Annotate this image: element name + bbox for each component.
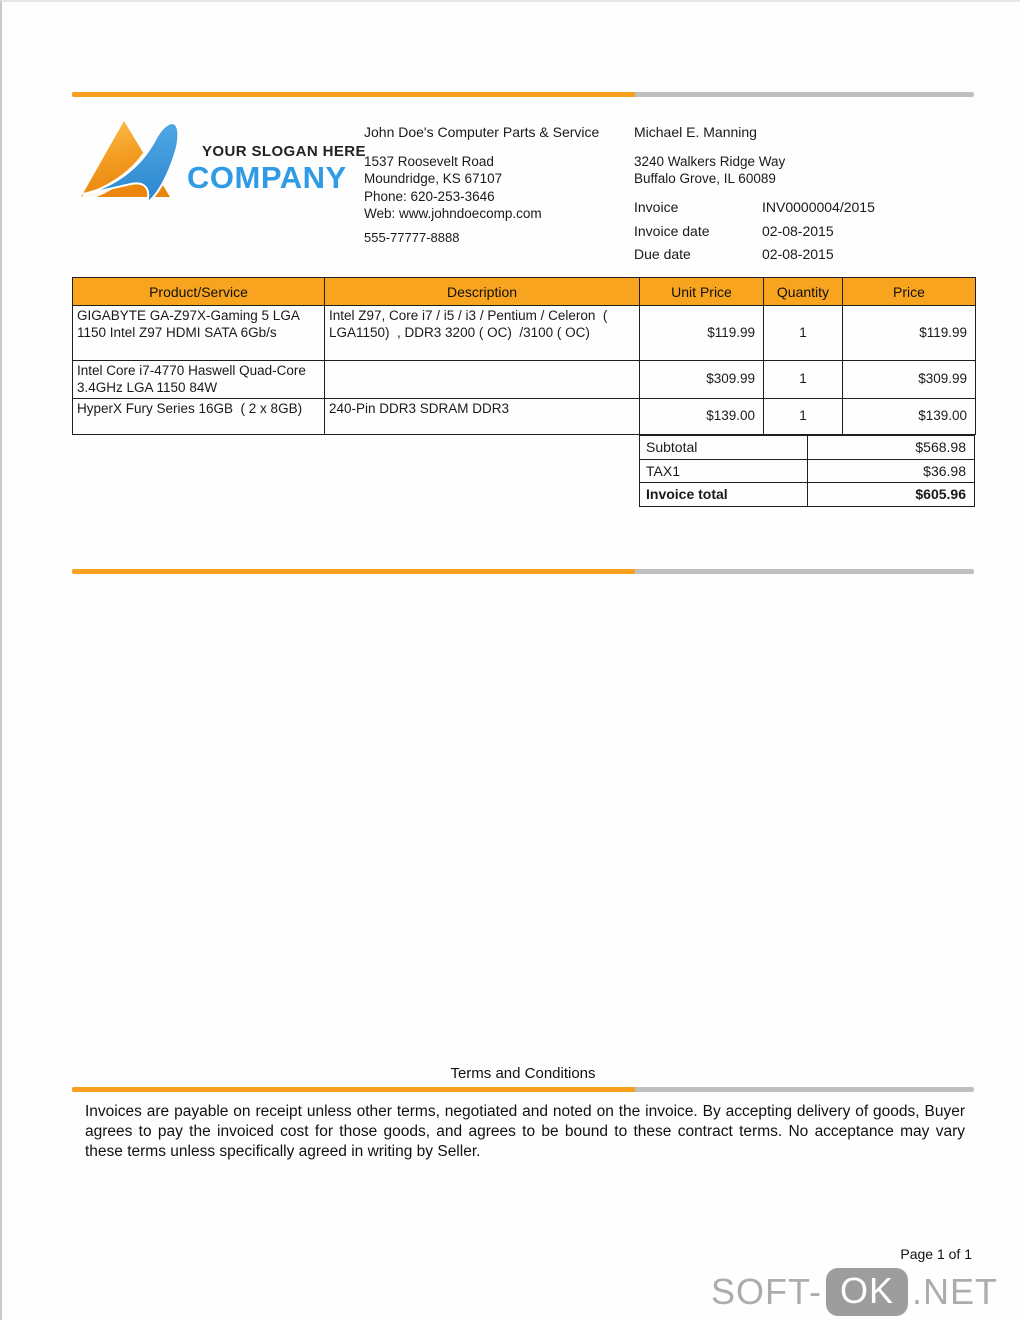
seller-address-line2: Moundridge, KS 67107 [364,171,503,186]
item-price: $119.99 [843,306,976,361]
logo-slogan: YOUR SLOGAN HERE [202,143,366,160]
header-unit-price: Unit Price [640,278,764,306]
divider-orange-segment [72,92,635,97]
divider-gray-segment [635,569,974,574]
table-row [73,399,976,435]
terms-body: Invoices are payable on receipt unless other terms, negotiated and noted on the invoice. By accepting delivery of goods, Buyer agrees to pay the invoiced cost for those goods, and agrees to be bound to these contract terms. No acceptance may vary these terms unless specifically agreed in writing by Seller. [85,1103,965,1160]
divider-orange-segment [72,569,635,574]
divider-gray-segment [635,1087,974,1092]
seller-phone: Phone: 620-253-3646 [364,188,495,204]
items-header-row [73,278,976,306]
logo-company-name: COMPANY [187,160,347,195]
logo-triangle-swoosh-icon [77,110,187,205]
item-unit-price: $139.00 [640,399,764,435]
seller-address-line1: 1537 Roosevelt Road [364,153,494,169]
item-quantity: 1 [764,306,843,361]
invoice-date-label: Invoice date [634,222,710,239]
terms-divider [72,1087,974,1092]
watermark-suffix: .NET [911,1271,998,1312]
due-date-label: Due date [634,246,691,262]
due-date-value: 02-08-2015 [762,246,834,262]
divider-gray-segment [635,92,974,97]
seller-name: John Doe's Computer Parts & Service [364,124,600,140]
item-description: 240-Pin DDR3 SDRAM DDR3 [325,399,640,435]
item-product: GIGABYTE GA-Z97X-Gaming 5 LGA 1150 Intel Z97 HDMI SATA 6Gb/s [73,306,325,361]
subtotal-label: Subtotal [640,436,808,460]
table-row [73,361,976,399]
invoice-date-row [634,223,974,247]
item-quantity: 1 [764,399,843,435]
buyer-block [634,124,974,188]
buyer-address-line1: 3240 Walkers Ridge Way [634,153,786,169]
invoice-number-row [634,199,974,223]
tax-value: $36.98 [807,459,975,483]
watermark-ok-badge: OK [826,1268,908,1316]
totals-table [639,435,975,507]
seller-web: Web: www.johndoecomp.com [364,206,542,221]
top-divider [72,92,974,97]
buyer-name: Michael E. Manning [634,124,757,140]
invoice-number-value: INV0000004/2015 [762,199,875,215]
company-logo [77,110,366,205]
seller-alt-phone: 555-77777-8888 [364,229,460,245]
subtotal-row [640,436,975,460]
header-quantity: Quantity [764,278,843,306]
item-description: Intel Z97, Core i7 / i5 / i3 / Pentium / Celeron ( LGA1150) , DDR3 3200 ( OC) /3100 ( OC) [325,306,640,361]
invoice-total-label: Invoice total [640,483,808,507]
header-price: Price [843,278,976,306]
item-description [325,361,640,399]
invoice-date-value: 02-08-2015 [762,222,834,239]
items-table [72,277,976,435]
invoice-meta [634,199,974,270]
header-product-service: Product/Service [73,278,325,306]
item-price: $139.00 [843,399,976,435]
tax-row [640,459,975,483]
item-product: HyperX Fury Series 16GB ( 2 x 8GB) [73,399,325,435]
terms-heading: Terms and Conditions [450,1065,596,1082]
item-unit-price: $119.99 [640,306,764,361]
buyer-address-line2: Buffalo Grove, IL 60089 [634,171,776,186]
item-unit-price: $309.99 [640,361,764,399]
invoice-total-row [640,483,975,507]
table-row [73,306,976,361]
page-number: Page 1 of 1 [900,1246,972,1262]
invoice-total-value: $605.96 [807,483,975,507]
seller-block [364,124,614,246]
item-quantity: 1 [764,361,843,399]
divider-orange-segment [72,1087,635,1092]
subtotal-value: $568.98 [807,436,975,460]
mid-divider [72,569,974,574]
due-date-row [634,246,974,270]
watermark-prefix: SOFT- [710,1271,822,1312]
header-description: Description [325,278,640,306]
tax-label: TAX1 [640,459,808,483]
soft-ok-watermark-link[interactable] [711,1268,998,1316]
item-price: $309.99 [843,361,976,399]
item-product: Intel Core i7-4770 Haswell Quad-Core 3.4GHz LGA 1150 84W [73,361,325,399]
invoice-number-label: Invoice [634,199,679,215]
